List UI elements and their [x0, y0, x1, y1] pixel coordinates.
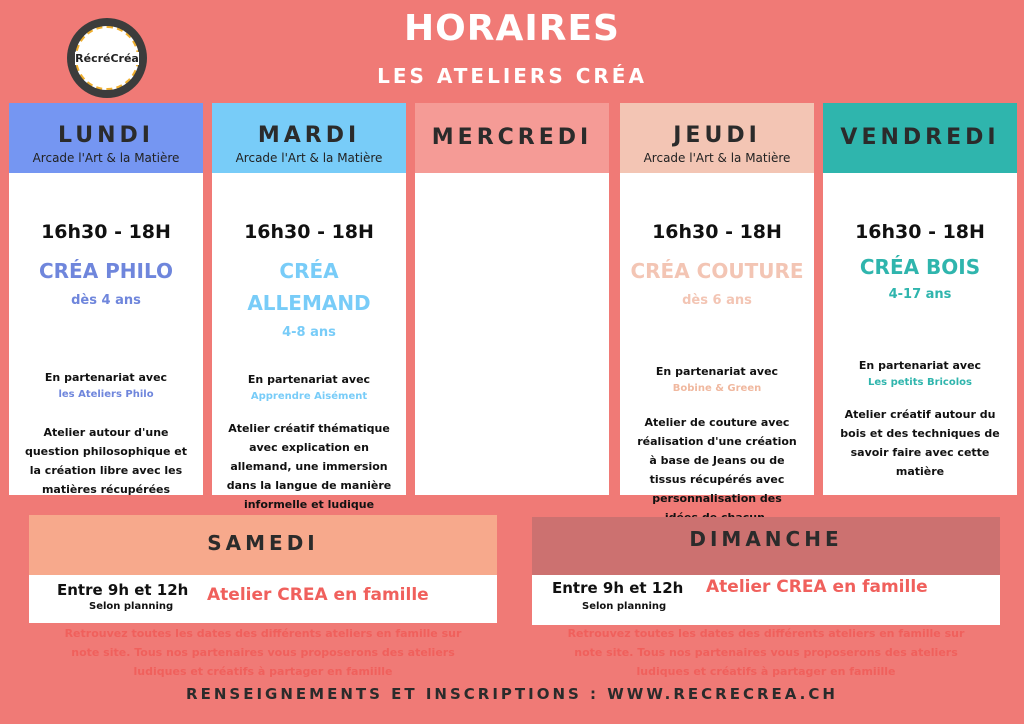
weekend-description-samedi: Retrouvez toutes les dates des différents ateliers en famille sur note site. Tous nos partenaires vous proposerons des ateliers ludiques et créatifs à partager en famiille — [64, 627, 462, 678]
day-place: Arcade l'Art & la Matière — [643, 151, 791, 165]
partner-label: En partenariat avec — [247, 373, 371, 386]
activity-description: Atelier autour d'une question philosophique et la création libre avec les matières récupérées — [24, 426, 188, 496]
day-header-mardi — [212, 103, 406, 173]
partner-label: En partenariat avec — [655, 365, 779, 378]
activity-title: Atelier CREA en famille — [207, 585, 429, 605]
activity-title-line1: CRÉA — [279, 259, 339, 283]
partner-label: En partenariat avec — [858, 359, 982, 372]
activity-title: CRÉA COUTURE — [630, 259, 804, 283]
day-place: Arcade l'Art & la Matière — [235, 151, 383, 165]
partner-label: En partenariat avec — [44, 371, 168, 384]
day-header-jeudi — [620, 103, 814, 173]
day-name: LUNDI — [58, 123, 154, 148]
partner-name: les Ateliers Philo — [58, 389, 154, 400]
time-slot: Entre 9h et 12h — [552, 579, 684, 597]
activity-title: CRÉA BOIS — [859, 255, 981, 279]
age-range: 4-17 ans — [888, 287, 952, 302]
day-name: DIMANCHE — [532, 517, 1000, 575]
page-subtitle: LES ATELIERS CRÉA — [377, 64, 647, 88]
day-name: SAMEDI — [29, 515, 497, 575]
day-card-jeudi — [620, 103, 814, 505]
day-place: Arcade l'Art & la Matière — [32, 151, 180, 165]
day-name: VENDREDI — [840, 125, 1000, 150]
day-name: MERCREDI — [431, 125, 593, 150]
partner-name: Bobine & Green — [672, 383, 762, 394]
time-slot: Entre 9h et 12h — [57, 581, 189, 599]
activity-description: Atelier créatif thématique avec explication en allemand, une immersion dans la langue de manière informelle et ludique — [226, 422, 392, 511]
page-title: HORAIRES — [404, 8, 620, 49]
activity-title: Atelier CREA en famille — [706, 577, 928, 597]
day-card-mardi — [212, 103, 406, 511]
partner-name: Apprendre Aisément — [250, 391, 368, 402]
time-slot: 16h30 - 18H — [244, 221, 374, 243]
age-range: dès 6 ans — [682, 293, 752, 308]
partner-name: Les petits Bricolos — [868, 377, 972, 388]
weekend-card-samedi — [29, 515, 497, 623]
activity-description: Atelier créatif autour du bois et des techniques de savoir faire avec cette matière — [840, 408, 1000, 478]
weekend-description-dimanche: Retrouvez toutes les dates des différents ateliers en famille sur note site. Tous nos partenaires vous proposerons des ateliers ludiques et créatifs à partager en famiille — [567, 627, 965, 678]
footer-info: RENSEIGNEMENTS ET INSCRIPTIONS : WWW.RECRECREA.CH — [186, 685, 838, 703]
planning-note: Selon planning — [582, 601, 667, 612]
day-name: MARDI — [257, 123, 361, 148]
time-slot: 16h30 - 18H — [652, 221, 782, 243]
day-card-lundi — [9, 103, 203, 495]
activity-title: CRÉA PHILO — [38, 259, 174, 283]
day-header-lundi — [9, 103, 203, 173]
activity-title-line2: ALLEMAND — [247, 291, 371, 315]
age-range: dès 4 ans — [71, 293, 141, 308]
age-range: 4-8 ans — [282, 325, 336, 340]
logo-text: RécréCréa — [75, 51, 139, 65]
day-card-vendredi — [823, 103, 1017, 495]
planning-note: Selon planning — [89, 601, 174, 612]
activity-description: Atelier de couture avec réalisation d'une création à base de Jeans ou de tissus récupérés avec personnalisation des — [637, 416, 797, 505]
weekend-card-dimanche — [532, 517, 1000, 625]
day-header-vendredi — [823, 103, 1017, 173]
day-card-mercredi — [415, 103, 609, 495]
day-name: JEUDI — [673, 123, 761, 148]
time-slot: 16h30 - 18H — [41, 221, 171, 243]
time-slot: 16h30 - 18H — [855, 221, 985, 243]
day-header-mercredi — [415, 103, 609, 173]
